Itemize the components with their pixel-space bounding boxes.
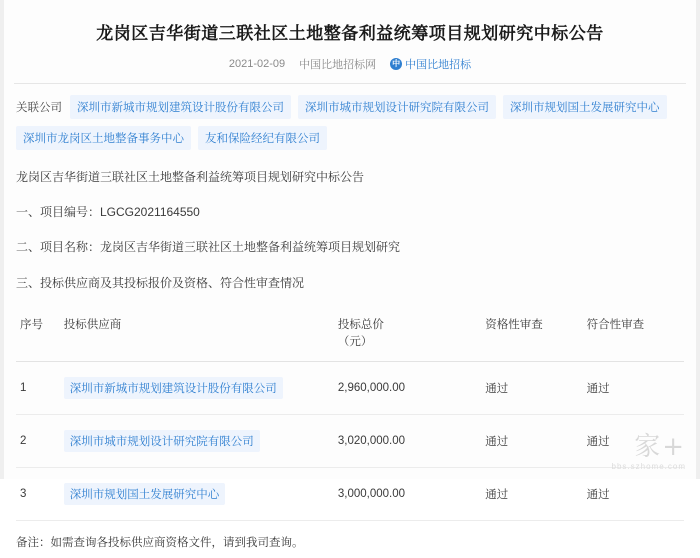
table-row	[16, 468, 684, 521]
watermark-sub-text: bbs.szhome.com	[611, 462, 686, 471]
project-name-line: 二、项目名称：龙岗区吉华街道三联社区土地整备利益统筹项目规划研究	[16, 240, 401, 255]
supplier-link[interactable]: 深圳市城市规划设计研究院有限公司	[64, 430, 260, 452]
related-company-tag[interactable]: 深圳市龙岗区土地整备事务中心	[16, 126, 191, 150]
bid-table	[16, 311, 684, 522]
bid-table-body	[16, 362, 684, 521]
brand-logo	[390, 56, 471, 72]
related-companies	[0, 84, 700, 150]
header-supplier: 投标供应商	[60, 311, 334, 362]
cell-qualification: 通过	[481, 468, 582, 521]
header-price	[334, 311, 481, 362]
header-compliance: 符合性审查	[583, 311, 684, 362]
bid-table-head	[16, 311, 684, 362]
supplier-link[interactable]: 深圳市规划国土发展研究中心	[64, 483, 226, 505]
page-title: 龙岗区吉华街道三联社区土地整备利益统筹项目规划研究中标公告	[96, 24, 604, 43]
footer-note: 备注：如需查询各投标供应商资格文件，请到我司查询。	[16, 537, 304, 550]
cell-price: 3,000,000.00	[334, 468, 481, 521]
cell-supplier	[60, 468, 334, 521]
announcement-body	[0, 168, 700, 558]
brand-mark-icon: 中	[392, 59, 401, 68]
supplier-link[interactable]: 深圳市新城市规划建筑设计股份有限公司	[64, 377, 283, 399]
project-code-line: 一、项目编号：LGCG2021164550	[16, 205, 200, 220]
page-edge-right	[696, 0, 700, 479]
publish-date: 2021-02-09	[228, 58, 286, 70]
related-company-tag[interactable]: 深圳市规划国土发展研究中心	[503, 95, 667, 119]
related-companies-label: 关联公司	[16, 102, 62, 114]
cell-compliance: 通过	[583, 415, 684, 468]
table-row	[16, 415, 684, 468]
cell-no: 3	[16, 468, 60, 521]
related-company-tag[interactable]: 深圳市城市规划设计研究院有限公司	[298, 95, 496, 119]
header-qualification: 资格性审查	[481, 311, 582, 362]
page-edge-left	[0, 0, 4, 479]
brand-name: 中国比地招标	[405, 59, 472, 71]
cell-price: 2,960,000.00	[334, 362, 481, 415]
cell-compliance: 通过	[583, 468, 684, 521]
header-no: 序号	[16, 311, 60, 362]
cell-supplier	[60, 362, 334, 415]
content-heading: 龙岗区吉华街道三联社区土地整备利益统筹项目规划研究中标公告	[16, 170, 365, 184]
table-row	[16, 362, 684, 415]
cell-qualification: 通过	[481, 362, 582, 415]
section-3-heading: 三、投标供应商及其投标报价及资格、符合性审查情况	[16, 275, 305, 290]
cell-supplier	[60, 415, 334, 468]
cell-compliance: 通过	[583, 362, 684, 415]
page-meta	[0, 44, 700, 72]
related-company-tag[interactable]: 友和保险经纪有限公司	[198, 126, 327, 150]
source-name: 中国比地招标网	[299, 59, 377, 71]
cell-price: 3,020,000.00	[334, 415, 481, 468]
cell-no: 2	[16, 415, 60, 468]
table-header-row	[16, 311, 684, 362]
header-price-line1: 投标总价	[337, 318, 384, 331]
watermark-main-text: 家+	[634, 432, 686, 462]
related-company-tag[interactable]: 深圳市新城市规划建筑设计股份有限公司	[70, 95, 291, 119]
cell-qualification: 通过	[481, 415, 582, 468]
header-price-line2: （元）	[337, 336, 373, 348]
cell-no: 1	[16, 362, 60, 415]
